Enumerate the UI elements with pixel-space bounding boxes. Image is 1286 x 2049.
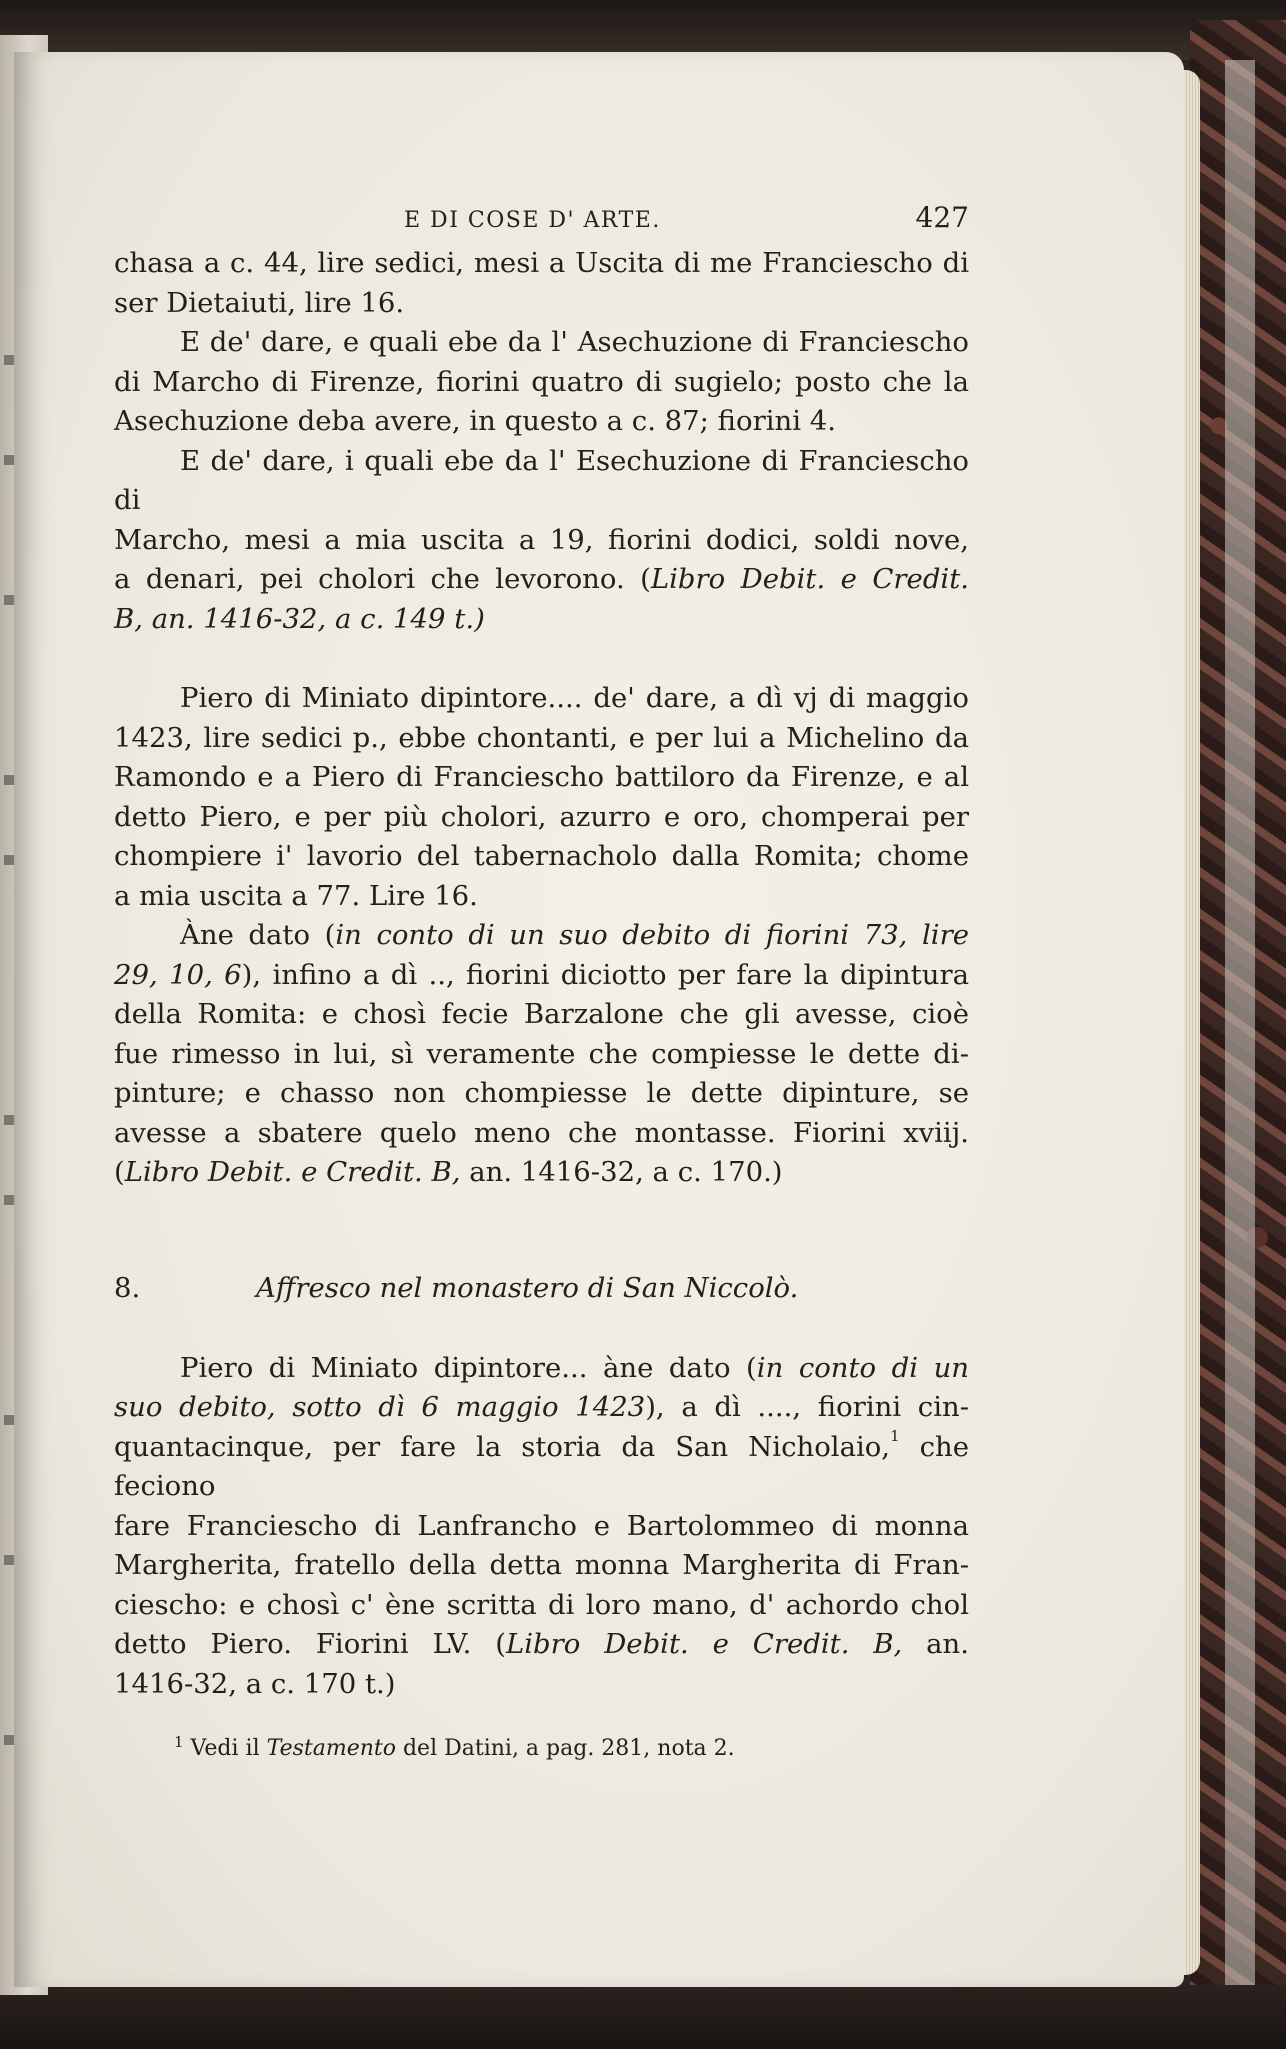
text-line (114, 1349, 969, 1389)
text-line (114, 1388, 969, 1428)
italic-segment: in conto di un (756, 1351, 969, 1384)
text-line: Marcho, mesi a mia uscita a 19, fiorini dodici, soldi nove, (114, 523, 969, 556)
italic-segment: suo debito, sotto dì 6 maggio 1423 (114, 1391, 646, 1423)
page-text (114, 198, 969, 1764)
italic-segment: in conto di un suo debito di fiorini 73, lire (335, 919, 969, 951)
source-reference: B, an. 1416-32, a c. 149 t.) (114, 602, 485, 635)
text-line: Ramondo e a Piero di Franciescho battiloro da Firenze, e al (114, 761, 969, 793)
section-number: 8. (114, 1271, 141, 1304)
italic-segment: 29, 10, 6 (114, 958, 242, 991)
book-cover-bottom (0, 1985, 1286, 2049)
running-head: E DI COSE D' ARTE. (404, 208, 661, 233)
text-line: fare Franciescho di Lanfrancho e Bartolommeo di monna (114, 1509, 969, 1542)
text-line (114, 560, 969, 600)
section-title: Affresco nel monastero di San Niccolò. (256, 1271, 799, 1304)
text-line (114, 1625, 969, 1665)
text-line: Asechuzione deba avere, in questo a c. 87; fiorini 4. (114, 405, 837, 437)
text-line: della Romita: e chosì fecie Barzalone che gli avesse, cioè (114, 998, 969, 1030)
text-line: ser Dietaiuti, lire 16. (114, 286, 405, 319)
text-line: avesse a sbatere quelo meno che montasse. Fiorini xviij. (114, 1116, 969, 1149)
text-segment: an. 1416-32, a c. 170.) (460, 1156, 783, 1188)
text-segment: ), infino a dì .., fiorini diciotto per fare la dipintura (241, 958, 969, 991)
text-line: a mia uscita a 77. Lire 16. (114, 879, 478, 912)
text-segment: Àne dato ( (180, 919, 336, 951)
footnote-text: Vedi il (183, 1736, 267, 1761)
footnote-italic: Testamento (266, 1736, 396, 1761)
paragraph-2 (114, 323, 969, 442)
footnote (114, 1734, 969, 1764)
page-number: 427 (915, 201, 969, 234)
source-reference: Libro Debit. e Credit. B, (506, 1628, 903, 1660)
paragraph-spacer (114, 639, 969, 679)
paragraph-spacer (114, 1233, 969, 1269)
text-line: fue rimesso in lui, sì veramente che compiesse le dette di- (114, 1037, 969, 1070)
text-line (114, 600, 969, 640)
paragraph-spacer (114, 1193, 969, 1233)
text-segment: an. (902, 1628, 970, 1660)
book-cover-top (0, 0, 1286, 60)
footnote-text: del Datini, a pag. 281, nota 2. (395, 1736, 735, 1761)
text-line: 1423, lire sedici p., ebbe chontanti, e per lui a Michelino da (114, 721, 969, 754)
source-reference: Libro Debit. e Credit. (650, 563, 970, 595)
text-line (114, 916, 969, 956)
text-line: pinture; e chasso non chompiesse le dette dipinture, se (114, 1077, 969, 1109)
section-heading (114, 1269, 969, 1309)
paragraph-spacer (114, 1309, 969, 1349)
text-line: Piero di Miniato dipintore.... de' dare, a dì vj di maggio (180, 682, 969, 714)
footnote-marker: 1 (890, 1426, 900, 1445)
text-segment: ), a dì ...., fiorini cin- (645, 1391, 969, 1423)
text-line: E de' dare, i quali ebe da l' Esechuzione di Franciescho di (114, 444, 969, 516)
text-line (114, 1153, 969, 1193)
text-line: detto Piero, e per più cholori, azurro e oro, chomperai per (114, 800, 969, 833)
text-line: di Marcho di Firenze, fiorini quatro di sugielo; posto che la (114, 365, 969, 398)
book-cover-edge (1225, 60, 1255, 2020)
text-line: Margherita, fratello della detta monna Margherita di Fran- (114, 1549, 969, 1581)
source-reference: Libro Debit. e Credit. B, (124, 1156, 461, 1188)
text-line: 1416-32, a c. 170 t.) (114, 1667, 396, 1700)
text-segment: a denari, pei cholori che levorono. ( (114, 563, 651, 595)
text-line (114, 1428, 969, 1507)
text-line (114, 956, 969, 996)
page-header (114, 198, 969, 242)
text-line: chompiere i' lavorio del tabernacholo dalla Romita; chome (114, 840, 969, 872)
text-line: E de' dare, e quali ebe da l' Asechuzione di Franciescho (180, 326, 969, 358)
text-segment: che feciono (114, 1430, 969, 1502)
text-segment: ( (114, 1156, 125, 1188)
text-segment: quantacinque, per fare la storia da San Nicholaio, (114, 1430, 891, 1463)
footnote-number: 1 (174, 1733, 184, 1751)
section-paragraph (114, 1349, 969, 1705)
text-line: ciescho: e chosì c' ène scritta di loro mano, d' achordo chol (114, 1588, 969, 1621)
paragraph-1 (114, 244, 969, 323)
text-segment: Piero di Miniato dipintore... àne dato ( (180, 1351, 757, 1384)
text-line: chasa a c. 44, lire sedici, mesi a Uscita di me Franciescho di (114, 247, 969, 279)
paragraph-5 (114, 916, 969, 1193)
text-segment: detto Piero. Fiorini LV. ( (114, 1628, 506, 1660)
paragraph-4 (114, 679, 969, 916)
paragraph-3 (114, 442, 969, 640)
